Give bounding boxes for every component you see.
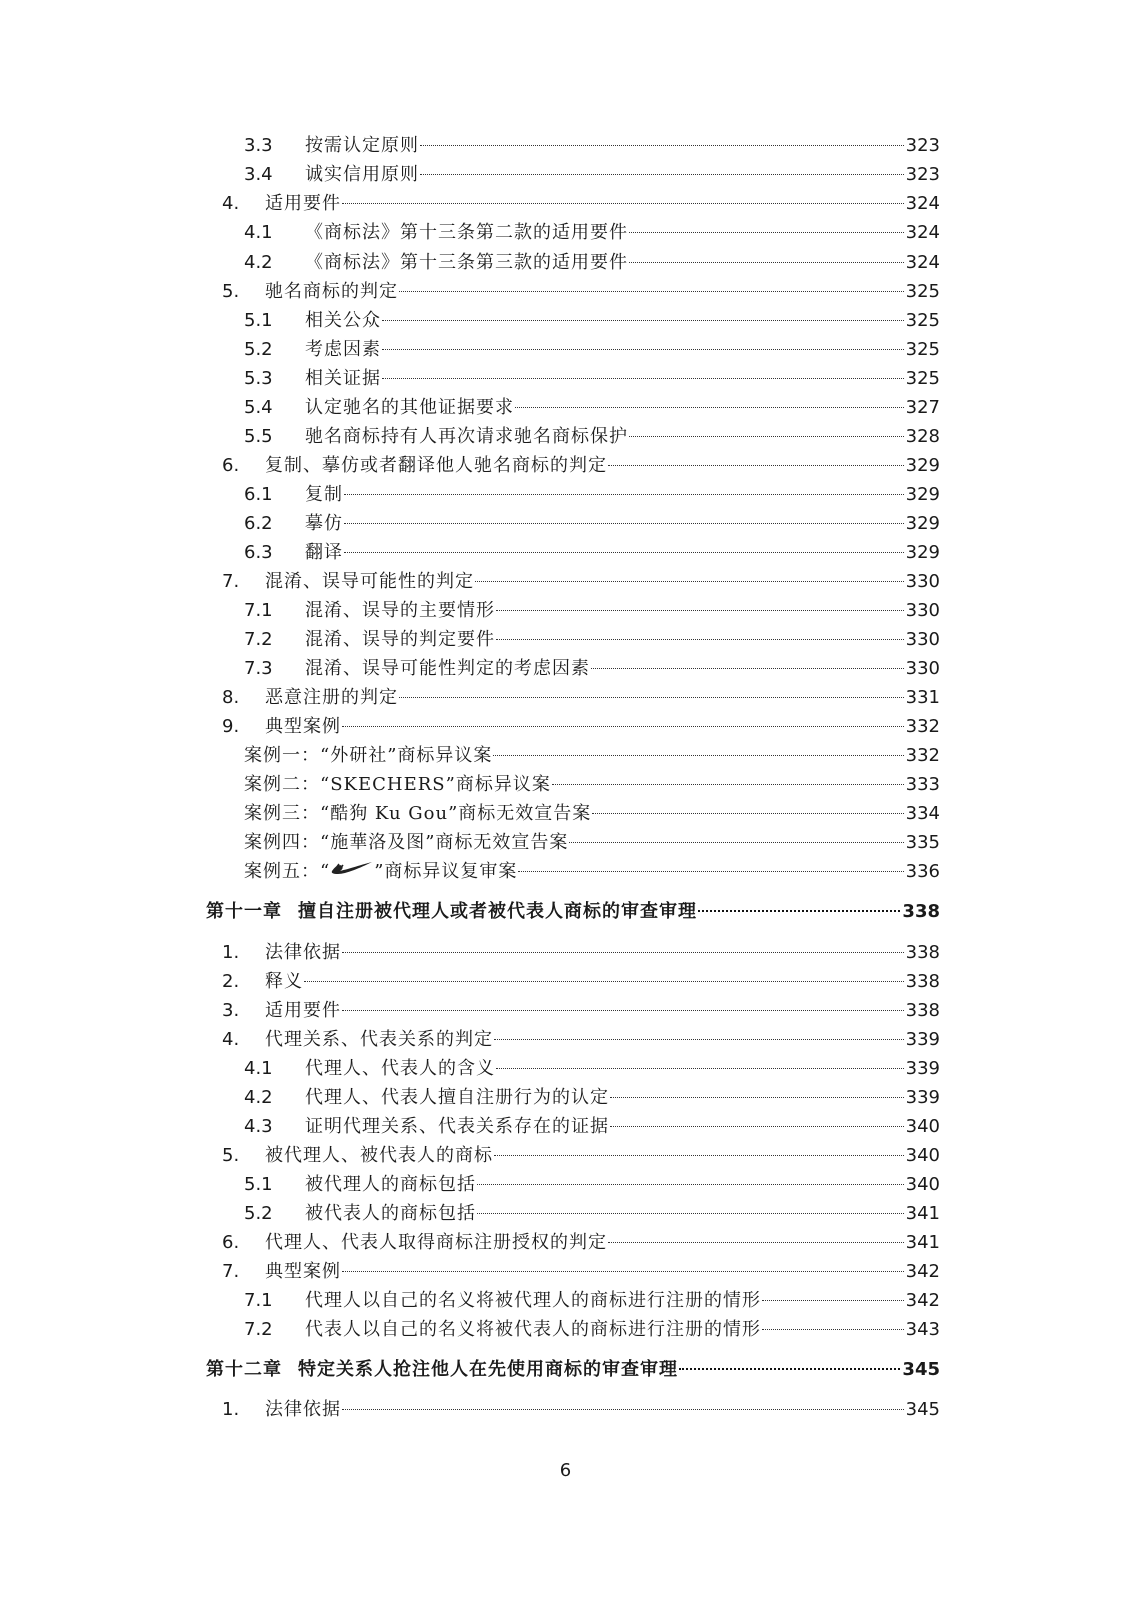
toc-entry-title: 相关公众	[305, 310, 381, 331]
toc-entry-number: 6.	[222, 455, 240, 476]
toc-dot-leader	[679, 1368, 900, 1370]
toc-entry-title: 典型案例	[265, 1261, 341, 1282]
toc-entry-number: 5.	[222, 281, 240, 302]
toc-entry[interactable]	[244, 656, 940, 682]
toc-chapter-entry[interactable]	[206, 899, 940, 925]
toc-entry-title: 认定驰名的其他证据要求	[305, 397, 514, 418]
toc-entry-page: 338	[902, 901, 940, 922]
toc-entry-title: 混淆、误导可能性的判定	[265, 571, 474, 592]
toc-entry-page: 340	[905, 1116, 940, 1137]
toc-entry[interactable]	[222, 940, 940, 966]
toc-entry-title: 适用要件	[265, 193, 341, 214]
toc-entry-number: 6.	[222, 1232, 240, 1253]
toc-dot-leader	[515, 407, 904, 408]
toc-entry-title: 代理人、代表人的含义	[305, 1058, 495, 1079]
toc-entry-title-suffix: ”商标异议复审案	[374, 861, 518, 882]
toc-entry-page: 333	[905, 774, 940, 795]
toc-entry-title: 案例一：“外研社”商标异议案	[244, 745, 493, 766]
toc-entry-number: 4.3	[244, 1116, 273, 1137]
toc-entry[interactable]	[222, 685, 940, 711]
toc-entry[interactable]	[244, 1056, 940, 1082]
toc-entry-page: 325	[905, 310, 940, 331]
toc-entry-page: 336	[905, 861, 940, 882]
toc-entry-number: 4.1	[244, 222, 273, 243]
toc-dot-leader	[382, 378, 904, 379]
toc-dot-leader	[762, 1329, 904, 1330]
toc-entry-number: 7.3	[244, 658, 273, 679]
toc-entry-page: 343	[905, 1319, 940, 1340]
toc-entry-title: 考虑因素	[305, 339, 381, 360]
toc-entry-title: 诚实信用原则	[305, 164, 419, 185]
toc-entry-title: 代理关系、代表关系的判定	[265, 1029, 493, 1050]
toc-dot-leader	[629, 262, 904, 263]
toc-dot-leader	[399, 697, 904, 698]
toc-entry[interactable]	[222, 1397, 940, 1423]
toc-entry-title: 被代表人的商标包括	[305, 1203, 476, 1224]
toc-entry-number: 7.	[222, 1261, 240, 1282]
toc-entry-number: 6.1	[244, 484, 273, 505]
toc-entry-page: 324	[905, 252, 940, 273]
toc-entry-title: 证明代理关系、代表关系存在的证据	[305, 1116, 609, 1137]
toc-dot-leader	[342, 952, 904, 953]
toc-entry-number: 6.3	[244, 542, 273, 563]
toc-entry-title: 擅自注册被代理人或者被代表人商标的审查审理	[298, 901, 697, 922]
toc-entry-page: 328	[905, 426, 940, 447]
toc-entry-page: 325	[905, 339, 940, 360]
toc-entry-page: 325	[905, 281, 940, 302]
toc-entry-number: 4.1	[244, 1058, 273, 1079]
toc-entry-number: 7.1	[244, 600, 273, 621]
toc-dot-leader	[592, 813, 903, 814]
toc-entry-title: 案例二：“SKECHERS”商标异议案	[244, 774, 551, 795]
toc-entry[interactable]	[222, 569, 940, 595]
toc-entry[interactable]	[244, 1288, 940, 1314]
toc-entry-number: 3.4	[244, 164, 273, 185]
toc-entry[interactable]	[244, 830, 940, 856]
toc-entry[interactable]	[222, 453, 940, 479]
toc-entry-page: 342	[905, 1290, 940, 1311]
toc-dot-leader	[552, 784, 904, 785]
toc-entry-number: 第十二章	[206, 1359, 282, 1380]
toc-dot-leader	[518, 871, 903, 872]
toc-dot-leader	[344, 494, 904, 495]
toc-entry[interactable]	[244, 1317, 940, 1343]
toc-entry-page: 330	[905, 571, 940, 592]
toc-entry-title: 代理人、代表人取得商标注册授权的判定	[265, 1232, 607, 1253]
toc-entry[interactable]	[244, 337, 940, 363]
toc-entry-number: 1.	[222, 942, 240, 963]
toc-entry-page: 338	[905, 971, 940, 992]
toc-dot-leader	[629, 232, 904, 233]
toc-entry-page: 339	[905, 1087, 940, 1108]
toc-dot-leader	[629, 436, 904, 437]
toc-entry-title: 适用要件	[265, 1000, 341, 1021]
toc-entry-page: 338	[905, 1000, 940, 1021]
toc-entry-number: 5.5	[244, 426, 273, 447]
toc-entry-title: 被代理人、被代表人的商标	[265, 1145, 493, 1166]
toc-entry-title: 法律依据	[265, 942, 341, 963]
toc-entry-page: 330	[905, 600, 940, 621]
toc-dot-leader	[591, 668, 904, 669]
toc-dot-leader	[496, 639, 904, 640]
toc-entry-title: 驰名商标的判定	[265, 281, 398, 302]
toc-dot-leader	[610, 1097, 904, 1098]
nike-swoosh-logo	[330, 859, 374, 877]
toc-entry-title: 翻译	[305, 542, 343, 563]
toc-entry[interactable]	[222, 969, 940, 995]
toc-entry-page: 327	[905, 397, 940, 418]
toc-entry-number: 2.	[222, 971, 240, 992]
toc-entry[interactable]	[222, 714, 940, 740]
toc-entry[interactable]	[244, 801, 940, 827]
toc-entry-number: 5.2	[244, 1203, 273, 1224]
toc-entry-title: 《商标法》第十三条第三款的适用要件	[305, 252, 628, 273]
toc-entry-title: 代表人以自己的名义将被代表人的商标进行注册的情形	[305, 1319, 761, 1340]
toc-dot-leader	[608, 1242, 904, 1243]
toc-entry[interactable]	[244, 395, 940, 421]
toc-entry-page: 340	[905, 1174, 940, 1195]
toc-dot-leader	[493, 755, 903, 756]
toc-entry[interactable]	[244, 424, 940, 450]
toc-entry-page: 330	[905, 658, 940, 679]
toc-entry-page: 325	[905, 368, 940, 389]
toc-dot-leader	[608, 465, 904, 466]
toc-dot-leader	[494, 1155, 904, 1156]
toc-entry[interactable]	[244, 627, 940, 653]
toc-entry-page: 323	[905, 135, 940, 156]
toc-entry-page: 332	[905, 745, 940, 766]
toc-entry-title: 混淆、误导可能性判定的考虑因素	[305, 658, 590, 679]
toc-dot-leader	[477, 1184, 904, 1185]
toc-entry-page: 332	[905, 716, 940, 737]
toc-entry-number: 4.	[222, 1029, 240, 1050]
toc-entry-number: 5.1	[244, 1174, 273, 1195]
toc-chapter-entry[interactable]	[206, 1357, 940, 1383]
toc-entry-page: 329	[905, 542, 940, 563]
toc-entry-page: 324	[905, 193, 940, 214]
toc-entry-page: 335	[905, 832, 940, 853]
toc-dot-leader	[382, 349, 904, 350]
toc-entry-page: 323	[905, 164, 940, 185]
toc-entry-title: 案例三：“酷狗 Ku Gou”商标无效宣告案	[244, 803, 592, 824]
toc-entry-number: 1.	[222, 1399, 240, 1420]
toc-dot-leader	[610, 1126, 904, 1127]
toc-entry-number: 5.3	[244, 368, 273, 389]
toc-entry-title: 案例五：“	[244, 861, 331, 882]
toc-entry-number: 5.1	[244, 310, 273, 331]
toc-dot-leader	[304, 981, 904, 982]
toc-entry[interactable]	[244, 366, 940, 392]
toc-entry-number: 7.2	[244, 629, 273, 650]
toc-entry[interactable]	[222, 1259, 940, 1285]
toc-dot-leader	[494, 1039, 904, 1040]
toc-entry-title: 驰名商标持有人再次请求驰名商标保护	[305, 426, 628, 447]
toc-entry-page: 345	[902, 1359, 940, 1380]
toc-entry[interactable]	[244, 540, 940, 566]
toc-dot-leader	[762, 1300, 904, 1301]
toc-entry[interactable]	[244, 859, 940, 885]
toc-entry-title: 案例四：“施華洛及图”商标无效宣告案	[244, 832, 569, 853]
toc-entry-title: 特定关系人抢注他人在先使用商标的审查审理	[298, 1359, 678, 1380]
toc-entry[interactable]	[244, 1201, 940, 1227]
toc-entry-number: 8.	[222, 687, 240, 708]
toc-entry-title: 典型案例	[265, 716, 341, 737]
toc-dot-leader	[344, 523, 904, 524]
toc-entry-page: 338	[905, 942, 940, 963]
toc-dot-leader	[420, 145, 904, 146]
toc-entry-number: 5.4	[244, 397, 273, 418]
toc-entry-title: 代理人、代表人擅自注册行为的认定	[305, 1087, 609, 1108]
toc-entry-page: 324	[905, 222, 940, 243]
toc-entry-page: 330	[905, 629, 940, 650]
toc-entry[interactable]	[244, 482, 940, 508]
toc-entry[interactable]	[244, 1114, 940, 1140]
toc-entry-number: 4.2	[244, 1087, 273, 1108]
toc-entry-page: 334	[905, 803, 940, 824]
toc-dot-leader	[399, 291, 904, 292]
toc-entry-title: 相关证据	[305, 368, 381, 389]
toc-dot-leader	[698, 910, 900, 912]
toc-entry[interactable]	[244, 162, 940, 188]
toc-entry-title: 复制、摹仿或者翻译他人驰名商标的判定	[265, 455, 607, 476]
toc-dot-leader	[496, 1068, 904, 1069]
toc-entry-title: 复制	[305, 484, 343, 505]
toc-entry[interactable]	[244, 220, 940, 246]
toc-entry[interactable]	[244, 133, 940, 159]
toc-entry-title: 释义	[265, 971, 303, 992]
toc-entry-page: 331	[905, 687, 940, 708]
toc-entry[interactable]	[244, 772, 940, 798]
toc-entry-number: 9.	[222, 716, 240, 737]
toc-entry-page: 329	[905, 513, 940, 534]
toc-dot-leader	[475, 581, 904, 582]
toc-dot-leader	[496, 610, 904, 611]
toc-entry-number: 4.	[222, 193, 240, 214]
toc-dot-leader	[342, 726, 904, 727]
toc-entry[interactable]	[222, 191, 940, 217]
toc-entry-number: 6.2	[244, 513, 273, 534]
toc-entry-page: 341	[905, 1203, 940, 1224]
toc-entry[interactable]	[222, 279, 940, 305]
toc-dot-leader	[342, 1271, 904, 1272]
toc-dot-leader	[569, 842, 903, 843]
toc-dot-leader	[342, 203, 904, 204]
toc-entry-page: 329	[905, 484, 940, 505]
toc-entry[interactable]	[244, 1172, 940, 1198]
toc-entry-page: 339	[905, 1058, 940, 1079]
page-number: 6	[559, 1460, 572, 1481]
toc-dot-leader	[342, 1409, 904, 1410]
toc-entry-title: 代理人以自己的名义将被代理人的商标进行注册的情形	[305, 1290, 761, 1311]
toc-entry-number: 7.2	[244, 1319, 273, 1340]
toc-entry[interactable]	[244, 308, 940, 334]
toc-entry-number: 3.3	[244, 135, 273, 156]
toc-entry-number: 4.2	[244, 252, 273, 273]
toc-entry-number: 7.1	[244, 1290, 273, 1311]
toc-entry-title: 《商标法》第十三条第二款的适用要件	[305, 222, 628, 243]
toc-entry-title: 混淆、误导的主要情形	[305, 600, 495, 621]
toc-entry-title: 恶意注册的判定	[265, 687, 398, 708]
toc-entry-number: 5.	[222, 1145, 240, 1166]
toc-entry[interactable]	[222, 998, 940, 1024]
toc-entry-page: 342	[905, 1261, 940, 1282]
toc-entry-number: 3.	[222, 1000, 240, 1021]
toc-entry[interactable]	[244, 743, 940, 769]
toc-entry[interactable]	[244, 511, 940, 537]
toc-entry-number: 7.	[222, 571, 240, 592]
toc-entry-title: 混淆、误导的判定要件	[305, 629, 495, 650]
toc-entry-title: 摹仿	[305, 513, 343, 534]
toc-entry-number: 第十一章	[206, 901, 282, 922]
toc-entry[interactable]	[244, 250, 940, 276]
toc-entry[interactable]	[222, 1143, 940, 1169]
toc-entry[interactable]	[244, 598, 940, 624]
toc-entry-page: 329	[905, 455, 940, 476]
toc-entry-title: 法律依据	[265, 1399, 341, 1420]
toc-dot-leader	[382, 320, 904, 321]
toc-entry-number: 5.2	[244, 339, 273, 360]
toc-entry-title: 被代理人的商标包括	[305, 1174, 476, 1195]
toc-dot-leader	[344, 552, 904, 553]
toc-entry[interactable]	[244, 1085, 940, 1111]
toc-dot-leader	[342, 1010, 904, 1011]
toc-entry-title: 按需认定原则	[305, 135, 419, 156]
toc-entry-page: 341	[905, 1232, 940, 1253]
toc-entry[interactable]	[222, 1230, 940, 1256]
toc-entry-page: 345	[905, 1399, 940, 1420]
toc-dot-leader	[477, 1213, 904, 1214]
toc-entry-page: 339	[905, 1029, 940, 1050]
toc-entry[interactable]	[222, 1027, 940, 1053]
toc-dot-leader	[420, 174, 904, 175]
toc-entry-page: 340	[905, 1145, 940, 1166]
